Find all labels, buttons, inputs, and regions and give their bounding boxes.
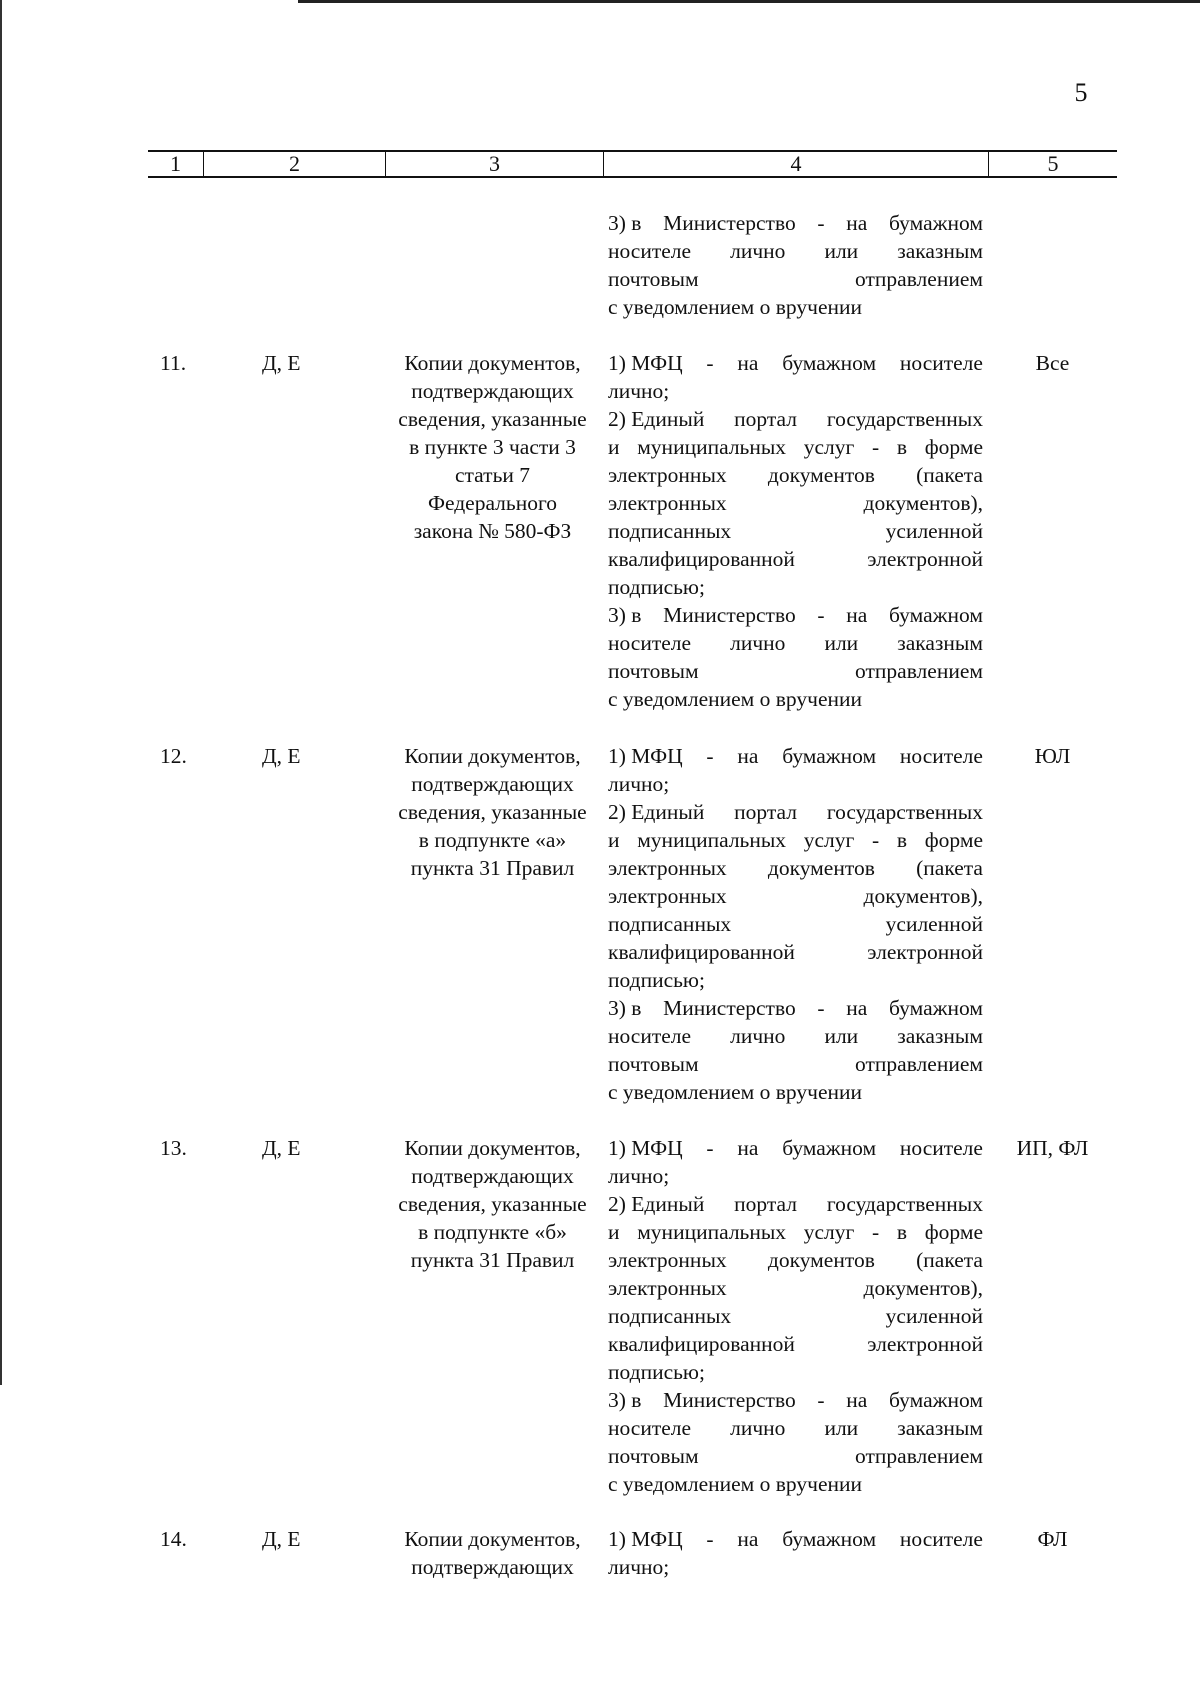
method-word: с уведомлением о вручении	[608, 295, 863, 319]
method-word: подписанных	[608, 912, 732, 936]
row-12-document	[385, 742, 600, 882]
row-13-applicant: ИП, ФЛ	[1016, 1136, 1089, 1160]
method-line	[608, 629, 983, 657]
row-11-applicant: Все	[1035, 351, 1070, 375]
method-word: лично	[730, 1024, 786, 1048]
method-word: или	[824, 1024, 859, 1048]
method-word: лично	[730, 1416, 786, 1440]
method-word: бумажном	[889, 211, 983, 235]
method-word: электронных	[608, 491, 727, 515]
method-line	[608, 601, 983, 629]
method-line	[608, 938, 983, 966]
method-word: лично;	[608, 772, 670, 796]
method-word: почтовым	[608, 1444, 699, 1468]
method-word: почтовым	[608, 659, 699, 683]
method-line	[608, 742, 983, 770]
document-line: подтверждающих	[411, 379, 574, 403]
row-13-document	[385, 1134, 600, 1274]
document-line: Копии документов,	[404, 1136, 581, 1160]
method-line	[608, 293, 983, 321]
method-word: бумажном	[889, 603, 983, 627]
method-word: форме	[924, 435, 983, 459]
method-word: (пакета	[916, 463, 983, 487]
method-word: муниципальных	[637, 435, 787, 459]
method-word: форме	[924, 1220, 983, 1244]
method-line	[608, 1553, 983, 1581]
header-col-4: 4	[603, 152, 988, 176]
method-line	[608, 1246, 983, 1274]
method-word: Министерство	[663, 603, 796, 627]
method-word: квалифицированной	[608, 547, 795, 571]
continuation-method	[608, 209, 983, 321]
method-line	[608, 882, 983, 910]
method-word: электронных	[608, 884, 727, 908]
method-word: носителе	[608, 631, 692, 655]
row-11-document	[385, 349, 600, 545]
method-line	[608, 1274, 983, 1302]
method-word: 1) МФЦ	[608, 1527, 683, 1551]
method-line	[608, 854, 983, 882]
page-number: 5	[1074, 78, 1088, 107]
method-word: усиленной	[885, 519, 983, 543]
header-col-3: 3	[385, 152, 603, 176]
method-word: подписанных	[608, 1304, 732, 1328]
method-word: услуг	[803, 828, 855, 852]
method-word: форме	[924, 828, 983, 852]
document-line: пункта 31 Правил	[410, 1248, 575, 1272]
method-line	[608, 966, 983, 994]
method-word: в	[896, 828, 908, 852]
method-word: бумажном	[782, 351, 877, 375]
document-line: в пункте 3 части 3	[409, 435, 576, 459]
method-word: заказным	[897, 1416, 983, 1440]
document-line: Федерального	[427, 491, 558, 515]
table-header	[148, 150, 1117, 178]
method-word: лично	[730, 631, 786, 655]
method-word: документов),	[863, 1276, 983, 1300]
method-line	[608, 573, 983, 601]
method-word: электронных	[608, 856, 727, 880]
method-line	[608, 1470, 983, 1498]
method-word: носителе	[899, 1527, 983, 1551]
method-word: бумажном	[782, 1527, 877, 1551]
method-word: носителе	[608, 1416, 692, 1440]
method-word: или	[824, 1416, 859, 1440]
method-word: бумажном	[782, 1136, 877, 1160]
method-word: носителе	[899, 744, 983, 768]
method-word: документов	[767, 1248, 875, 1272]
method-word: или	[824, 239, 859, 263]
method-word: муниципальных	[637, 828, 787, 852]
method-word: -	[817, 211, 825, 235]
method-word: -	[817, 1388, 825, 1412]
method-line	[608, 405, 983, 433]
method-word: бумажном	[889, 1388, 983, 1412]
row-14-code: Д, Е	[262, 1527, 301, 1551]
document-line: пункта 31 Правил	[410, 856, 575, 880]
document-line: сведения, указанные	[398, 1192, 587, 1216]
method-word: -	[706, 1136, 714, 1160]
method-word: -	[706, 744, 714, 768]
document-line: подтверждающих	[411, 1164, 574, 1188]
method-word: носителе	[899, 1136, 983, 1160]
scan-left-edge	[0, 0, 2, 1385]
method-word: бумажном	[889, 996, 983, 1020]
method-line	[608, 1162, 983, 1190]
method-line	[608, 1134, 983, 1162]
method-word: -	[706, 351, 714, 375]
method-word: Министерство	[663, 211, 796, 235]
method-line	[608, 798, 983, 826]
method-word: носителе	[608, 1024, 692, 1048]
method-word: усиленной	[885, 1304, 983, 1328]
document-line: в подпункте «б»	[418, 1220, 567, 1244]
row-13-code: Д, Е	[262, 1136, 301, 1160]
method-word: носителе	[608, 239, 692, 263]
method-word: -	[706, 1527, 714, 1551]
row-12-method	[608, 742, 983, 1106]
method-word: заказным	[897, 239, 983, 263]
method-line	[608, 1525, 983, 1553]
document-line: сведения, указанные	[398, 407, 587, 431]
method-word: документов	[767, 463, 875, 487]
method-word: государственных	[826, 1192, 983, 1216]
header-col-1: 1	[170, 151, 181, 176]
row-12-applicant: ЮЛ	[1034, 744, 1071, 768]
method-word: документов),	[863, 884, 983, 908]
method-line	[608, 545, 983, 573]
method-word: заказным	[897, 631, 983, 655]
method-word: электронных	[608, 1248, 727, 1272]
method-word: -	[872, 435, 880, 459]
method-word: лично	[730, 239, 786, 263]
method-word: электронной	[867, 940, 983, 964]
method-word: лично;	[608, 379, 670, 403]
method-word: квалифицированной	[608, 940, 795, 964]
method-line	[608, 1386, 983, 1414]
method-line	[608, 1442, 983, 1470]
method-line	[608, 1414, 983, 1442]
method-word: отправлением	[855, 267, 983, 291]
method-word: 1) МФЦ	[608, 744, 683, 768]
method-word: подписью;	[608, 575, 705, 599]
method-word: портал	[734, 407, 797, 431]
document-line: в подпункте «а»	[418, 828, 567, 852]
method-word: заказным	[897, 1024, 983, 1048]
method-line	[608, 377, 983, 405]
method-word: электронных	[608, 463, 727, 487]
method-word: на	[737, 1527, 759, 1551]
row-14-number: 14.	[160, 1527, 187, 1551]
method-word: -	[817, 603, 825, 627]
method-word: бумажном	[782, 744, 877, 768]
document-line: Копии документов,	[404, 1527, 581, 1551]
document-line: подтверждающих	[411, 772, 574, 796]
method-word: носителе	[899, 351, 983, 375]
method-word: электронных	[608, 1276, 727, 1300]
method-word: с уведомлением о вручении	[608, 1080, 863, 1104]
method-word: с уведомлением о вручении	[608, 687, 863, 711]
method-line	[608, 517, 983, 545]
method-word: -	[872, 1220, 880, 1244]
method-word: Министерство	[663, 996, 796, 1020]
row-11-code: Д, Е	[262, 351, 301, 375]
method-word: усиленной	[885, 912, 983, 936]
method-word: 3) в	[608, 603, 642, 627]
method-word: на	[737, 351, 759, 375]
method-word: на	[846, 1388, 868, 1412]
document-line: подтверждающих	[411, 1555, 574, 1579]
method-line	[608, 1218, 983, 1246]
method-line	[608, 349, 983, 377]
method-word: на	[737, 1136, 759, 1160]
method-word: на	[846, 603, 868, 627]
method-word: или	[824, 631, 859, 655]
method-word: на	[846, 211, 868, 235]
method-line	[608, 657, 983, 685]
header-col-2: 2	[203, 152, 385, 176]
method-line	[608, 265, 983, 293]
method-line	[608, 910, 983, 938]
method-word: с уведомлением о вручении	[608, 1472, 863, 1496]
method-line	[608, 1358, 983, 1386]
method-word: портал	[734, 1192, 797, 1216]
method-word: в	[896, 435, 908, 459]
method-word: 3) в	[608, 211, 642, 235]
method-line	[608, 1050, 983, 1078]
method-word: лично;	[608, 1164, 670, 1188]
method-word: лично;	[608, 1555, 670, 1579]
method-line	[608, 1330, 983, 1358]
method-line	[608, 1022, 983, 1050]
row-14-applicant: ФЛ	[1037, 1527, 1068, 1551]
header-col-5: 5	[988, 152, 1117, 176]
method-word: отправлением	[855, 1444, 983, 1468]
method-word: электронной	[867, 547, 983, 571]
method-line	[608, 685, 983, 713]
method-line	[608, 994, 983, 1022]
row-12-number: 12.	[160, 744, 187, 768]
method-word: муниципальных	[637, 1220, 787, 1244]
scan-top-edge	[298, 0, 1200, 3]
row-11-number: 11.	[160, 351, 187, 375]
method-word: (пакета	[916, 1248, 983, 1272]
method-word: документов	[767, 856, 875, 880]
method-word: 2) Единый	[608, 1192, 705, 1216]
document-line: закона № 580-ФЗ	[413, 519, 572, 543]
method-word: документов),	[863, 491, 983, 515]
document-line: Копии документов,	[404, 351, 581, 375]
method-word: 3) в	[608, 1388, 642, 1412]
method-line	[608, 826, 983, 854]
method-word: услуг	[803, 1220, 855, 1244]
document-line: статьи 7	[454, 463, 531, 487]
method-word: -	[817, 996, 825, 1020]
method-word: в	[896, 1220, 908, 1244]
row-13-number: 13.	[160, 1136, 187, 1160]
method-line	[608, 770, 983, 798]
row-11-method	[608, 349, 983, 713]
method-word: 2) Единый	[608, 800, 705, 824]
method-word: и	[608, 435, 620, 459]
method-word: Министерство	[663, 1388, 796, 1412]
method-word: (пакета	[916, 856, 983, 880]
method-word: услуг	[803, 435, 855, 459]
method-word: отправлением	[855, 659, 983, 683]
method-line	[608, 1302, 983, 1330]
method-word: 1) МФЦ	[608, 1136, 683, 1160]
method-word: и	[608, 1220, 620, 1244]
method-word: 3) в	[608, 996, 642, 1020]
method-word: на	[846, 996, 868, 1020]
method-word: на	[737, 744, 759, 768]
method-line	[608, 461, 983, 489]
method-word: портал	[734, 800, 797, 824]
method-word: почтовым	[608, 267, 699, 291]
method-word: квалифицированной	[608, 1332, 795, 1356]
row-13-method	[608, 1134, 983, 1498]
method-line	[608, 237, 983, 265]
method-word: почтовым	[608, 1052, 699, 1076]
method-word: государственных	[826, 800, 983, 824]
row-14-document	[385, 1525, 600, 1581]
method-line	[608, 1078, 983, 1106]
method-word: отправлением	[855, 1052, 983, 1076]
method-line	[608, 489, 983, 517]
method-word: подписью;	[608, 968, 705, 992]
method-word: государственных	[826, 407, 983, 431]
document-line: Копии документов,	[404, 744, 581, 768]
method-word: подписанных	[608, 519, 732, 543]
method-line	[608, 1190, 983, 1218]
method-line	[608, 433, 983, 461]
method-word: 1) МФЦ	[608, 351, 683, 375]
method-word: -	[872, 828, 880, 852]
method-word: электронной	[867, 1332, 983, 1356]
method-word: и	[608, 828, 620, 852]
row-12-code: Д, Е	[262, 744, 301, 768]
document-line: сведения, указанные	[398, 800, 587, 824]
method-word: подписью;	[608, 1360, 705, 1384]
method-line	[608, 209, 983, 237]
row-14-method	[608, 1525, 983, 1581]
method-word: 2) Единый	[608, 407, 705, 431]
